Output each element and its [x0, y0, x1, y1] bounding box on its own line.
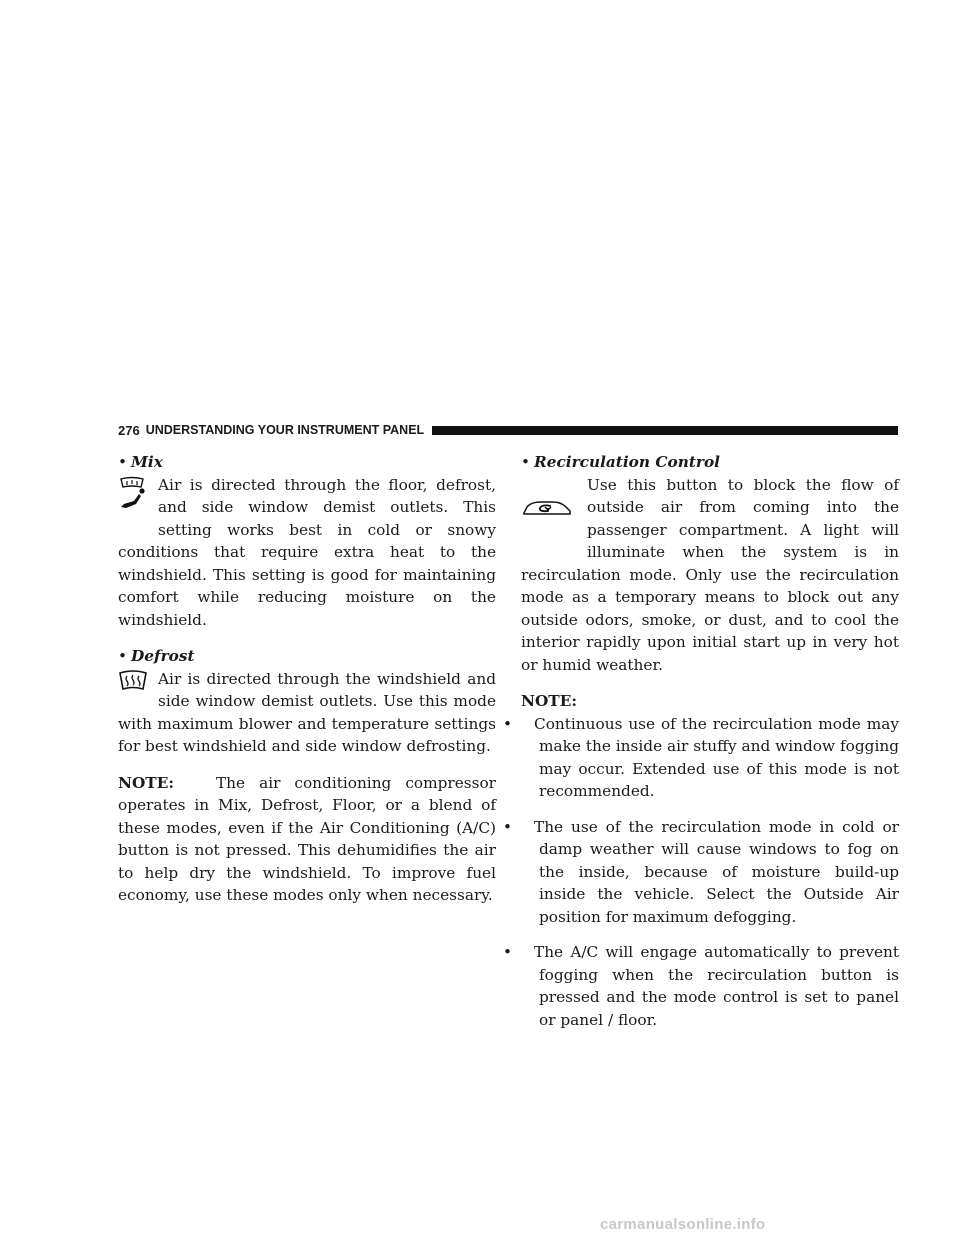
recirculation-icon: [521, 498, 573, 518]
left-column: [118, 451, 496, 907]
defrost-mode-icon: [118, 670, 148, 692]
note-item: [503, 941, 899, 1031]
note-label: NOTE:: [118, 773, 174, 792]
notes-label: NOTE:: [521, 692, 577, 710]
recirc-title: Recirculation Control: [534, 453, 720, 471]
bullet: •: [521, 453, 531, 471]
header-rule: [432, 426, 898, 435]
bullet: •: [503, 714, 513, 733]
mix-description: Air is directed through the floor, defrost, and side window demist outlets. This setting works best in cold or snowy conditions that require extra heat to the windshield. This setting is good for maintaining comfort while reducing moisture on the windshield.: [118, 475, 496, 629]
bullet: •: [503, 817, 513, 836]
recirc-heading: [521, 451, 899, 474]
recirc-description: Use this button to block the flow of outside air from coming into the passenger compartment. A light will illuminate when the system is in recirculation mode. Only use the recirculation mode as a temporary means to block out any outside odors, smoke, or dust, and to cool the interior rapidly upon initial start up in very hot or humid weather.: [521, 475, 899, 674]
mix-mode-icon: [118, 476, 148, 510]
bullet: •: [118, 453, 128, 471]
watermark: carmanualsonline.info: [600, 1216, 766, 1233]
defrost-title: Defrost: [131, 647, 195, 665]
defrost-description: Air is directed through the windshield and side window demist outlets. Use this mode with maximum blower and temperature settings for best windshield and side window defrosting.: [118, 669, 496, 755]
page-header: [118, 422, 898, 438]
note-item-text: Continuous use of the recirculation mode may make the inside air stuffy and window fogging may occur. Extended use of this mode is not recommended.: [534, 714, 899, 800]
note-item-text: The use of the recirculation mode in cold or damp weather will cause windows to fog on the inside, because of moisture build-up inside the vehicle. Select the Outside Air position for maximum defogging.: [534, 817, 899, 926]
defrost-heading: [118, 645, 496, 668]
page-number: 276: [118, 422, 140, 438]
mix-heading: [118, 451, 496, 474]
mix-block: [118, 474, 496, 632]
bullet: •: [118, 647, 128, 665]
note-item: [503, 816, 899, 929]
note-item-text: The A/C will engage automatically to prevent fogging when the recirculation button is pressed and the mode control is set to panel or panel / floor.: [534, 943, 899, 1029]
section-title: UNDERSTANDING YOUR INSTRUMENT PANEL: [145, 423, 425, 437]
note-text: The air conditioning compressor operates in Mix, Defrost, Floor, or a blend of these modes, even if the Air Conditioning (A/C) button is not pressed. This dehumidifies the air to help dry the windshield. To improve fuel economy, use these modes only when necessary.: [118, 773, 496, 904]
recirc-block: [521, 474, 899, 677]
right-column: [503, 451, 899, 1031]
bullet: •: [503, 943, 513, 961]
note-item: [503, 713, 899, 803]
defrost-block: [118, 668, 496, 758]
note-paragraph: [118, 772, 496, 907]
mix-title: Mix: [131, 453, 163, 471]
